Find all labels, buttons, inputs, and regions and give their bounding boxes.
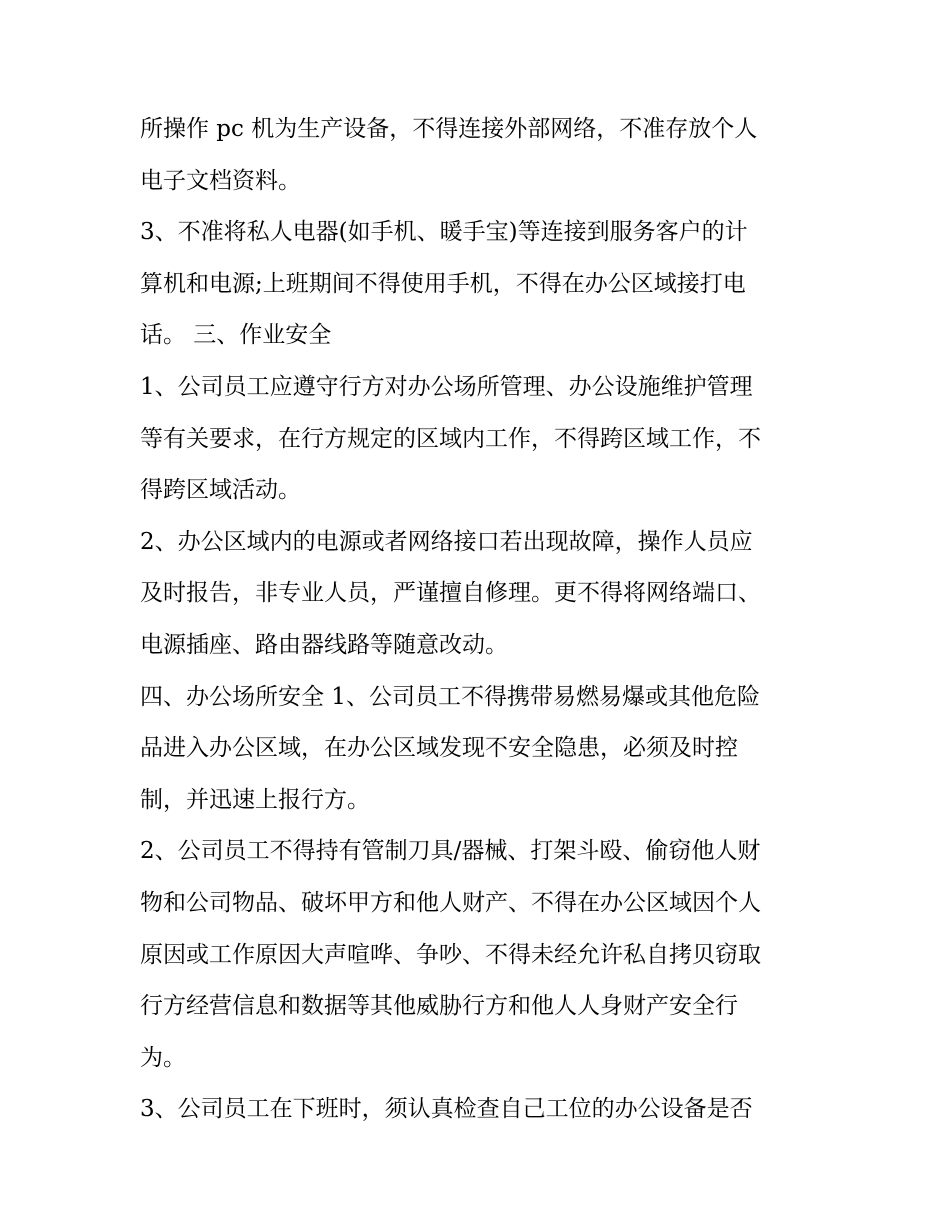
paragraph-item-2-faults <box>140 517 820 672</box>
text-line: 1、公司员工应遵守行方对办公场所管理、办公设施维护管理 <box>140 373 753 400</box>
text-line: 2、公司员工不得持有管制刀具/器械、打架斗殴、偷窃他人财 <box>140 838 761 865</box>
paragraph-item-3-end-of-day <box>140 1084 820 1136</box>
text-line: 为。 <box>140 1044 186 1071</box>
text-line: 四、办公场所安全 1、公司员工不得携带易燃易爆或其他危险 <box>140 683 760 710</box>
text-line: 得跨区域活动。 <box>140 477 301 504</box>
text-line: 制，并迅速上报行方。 <box>140 786 370 813</box>
text-line: 物和公司物品、破坏甲方和他人财产、不得在办公区域因个人 <box>140 889 761 916</box>
text-line: 算机和电源;上班期间不得使用手机，不得在办公区域接打电 <box>140 270 746 297</box>
text-line: 等有关要求，在行方规定的区域内工作，不得跨区域工作，不 <box>140 425 761 452</box>
paragraph-pc-usage <box>140 104 820 207</box>
paragraph-item-2-conduct <box>140 826 820 1084</box>
text-line: 电源插座、路由器线路等随意改动。 <box>140 631 508 658</box>
text-line: 行方经营信息和数据等其他威胁行方和他人人身财产安全行 <box>140 993 738 1020</box>
document-body <box>140 104 820 1136</box>
text-line: 3、不准将私人电器(如手机、暖手宝)等连接到服务客户的计 <box>140 219 748 246</box>
text-line: 所操作 pc 机为生产设备，不得连接外部网络，不准存放个人 <box>140 116 758 142</box>
text-line: 2、办公区域内的电源或者网络接口若出现故障，操作人员应 <box>140 528 753 555</box>
text-line: 及时报告，非专业人员，严谨擅自修理。更不得将网络端口、 <box>140 580 761 607</box>
text-line: 3、公司员工在下班时，须认真检查自己工位的办公设备是否 <box>140 1096 753 1123</box>
text-line: 话。 三、作业安全 <box>140 322 332 349</box>
text-line: 品进入办公区域，在办公区域发现不安全隐患，必须及时控 <box>140 735 738 762</box>
paragraph-section-4-safety <box>140 672 820 827</box>
paragraph-item-3-appliances <box>140 207 820 362</box>
paragraph-item-1-office-rules <box>140 362 820 517</box>
text-line: 原因或工作原因大声喧哗、争吵、不得未经允许私自拷贝窃取 <box>140 941 761 968</box>
text-line: 电子文档资料。 <box>140 167 301 194</box>
